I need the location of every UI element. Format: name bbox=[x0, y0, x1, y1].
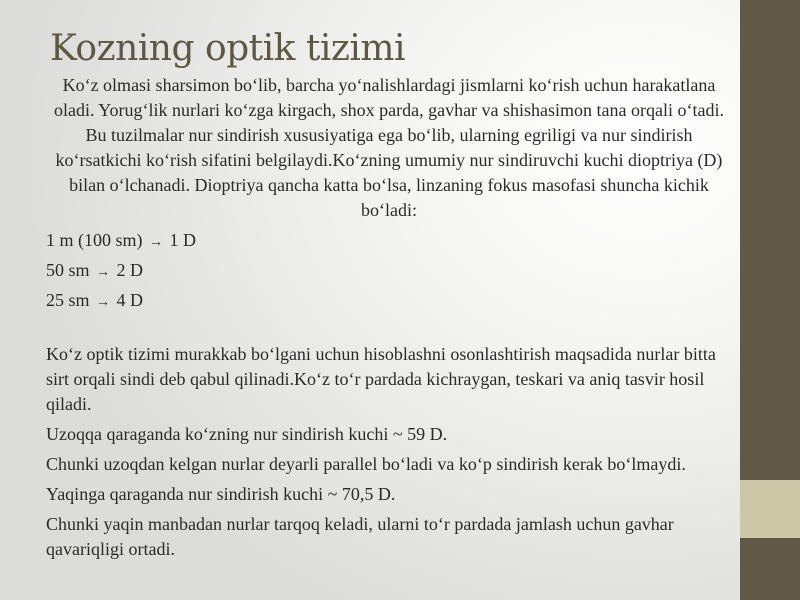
arrow-icon: → bbox=[96, 295, 111, 310]
diopter-distance: 50 sm bbox=[46, 260, 90, 280]
arrow-icon: → bbox=[149, 235, 163, 250]
diopter-example bbox=[46, 288, 732, 315]
body-paragraph: Uzoqqa qaraganda ko‘zning nur sindirish kuchi ~ 59 D. bbox=[46, 424, 448, 444]
body-paragraph: Yaqinga qaraganda nur sindirish kuchi ~ 70,5 D. bbox=[46, 484, 396, 504]
diopter-distance: 1 m (100 sm) bbox=[46, 230, 143, 250]
arrow-icon: → bbox=[96, 265, 111, 280]
diopter-result: 4 D bbox=[116, 290, 144, 310]
intro-paragraph: Ko‘z olmasi sharsimon bo‘lib, barcha yo‘nalishlardagi jismlarni ko‘rish uchun harakatlana oladi. Yorug‘lik nurlari ko‘zga kirgach, shox parda, gavhar va shishasimon tana orqali o‘tadi. Bu tuzilmalar nur sindirish xususiyatiga ega bo‘lib, ularning egriligi va nur sindirish ko‘rsatkichi ko‘rish sifatini belgilaydi.Ko‘zning umumiy nur sindiruvchi kuchi dioptriya (D) bilan o‘lchanadi. Dioptriya qancha katta bo‘lsa, linzaning fokus masofasi shuncha kichik bo‘ladi: bbox=[53, 75, 724, 220]
slide-body bbox=[46, 73, 732, 562]
diopter-distance: 25 sm bbox=[46, 290, 90, 310]
diopter-result: 2 D bbox=[116, 260, 144, 280]
diopter-example bbox=[46, 258, 732, 285]
body-paragraph: Ko‘z optik tizimi murakkab bo‘lgani uchun hisoblashni osonlashtirish maqsadida nurlar bitta sirt orqali sindi deb qabul qilinadi.Ko‘z to‘r pardada kichraygan, teskari va aniq tasvir hosil qiladi. bbox=[46, 344, 716, 414]
slide-title: Kozning optik tizimi bbox=[50, 28, 406, 69]
body-paragraph: Chunki uzoqdan kelgan nurlar deyarli parallel bo‘ladi va ko‘p sindirish kerak bo‘lmaydi. bbox=[46, 454, 686, 474]
diopter-example bbox=[46, 228, 732, 255]
diopter-result: 1 D bbox=[169, 230, 196, 250]
sidebar-accent-band bbox=[740, 480, 800, 538]
body-paragraph: Chunki yaqin manbadan nurlar tarqoq keladi, ularni to‘r pardada jamlash uchun gavhar qavariqligi ortadi. bbox=[46, 514, 674, 559]
